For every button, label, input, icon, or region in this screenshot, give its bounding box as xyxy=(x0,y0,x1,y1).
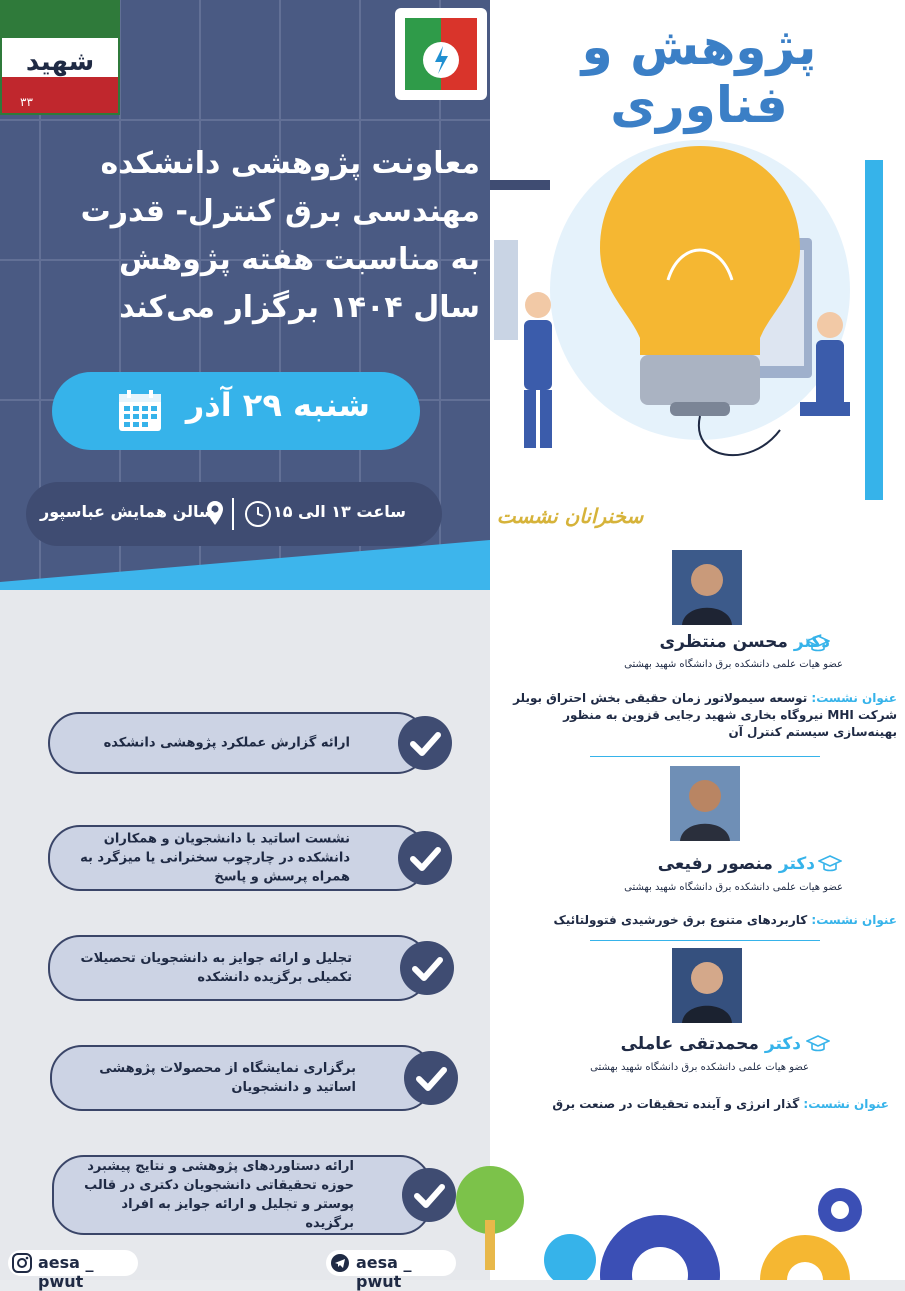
instagram-link[interactable] xyxy=(8,1250,138,1291)
speaker-title: دکتر xyxy=(764,1034,801,1054)
divider xyxy=(590,756,820,757)
separator xyxy=(232,498,234,530)
speaker-title: دکتر xyxy=(793,632,830,652)
speaker-affiliation: عضو هیات علمی دانشکده برق دانشگاه شهید بهشتی xyxy=(624,659,843,670)
tree-icon xyxy=(450,1160,530,1278)
graduation-cap-icon xyxy=(818,854,842,874)
instagram-icon xyxy=(12,1253,32,1273)
date-badge xyxy=(52,372,420,450)
agenda-item xyxy=(52,1155,432,1235)
agenda-item xyxy=(48,935,430,1001)
graduation-cap-icon xyxy=(806,1034,830,1054)
speaker-name-text: منصور رفیعی xyxy=(657,854,773,874)
telegram-icon xyxy=(330,1253,350,1273)
agenda-item-text: برگزاری نمایشگاه از محصولات پژوهشی اساتید و دانشجویان xyxy=(99,1061,356,1095)
agenda-item-text: ارائه دستاوردهای پژوهشی و نتایج پیشبرد حوزه تحقیقاتی دانشجویان دکتری در قالب پوستر و تجلیل و ارائه جوایز به افراد برگزیده xyxy=(84,1159,354,1231)
avatar xyxy=(672,948,742,1023)
lightbulb-illustration xyxy=(490,140,905,520)
event-time: ساعت ۱۳ الی ۱۵ xyxy=(272,502,406,521)
checkmark-icon xyxy=(402,1168,456,1222)
session-title-label: عنوان نشست: xyxy=(803,1097,889,1111)
speaker-name xyxy=(658,854,815,874)
speaker-photo xyxy=(670,548,744,627)
avatar xyxy=(672,550,742,625)
telegram-handle: aesa _ pwut xyxy=(356,1253,412,1291)
instagram-handle: aesa _ pwut xyxy=(38,1253,94,1291)
event-headline xyxy=(40,140,480,332)
time-location-bar xyxy=(26,482,442,546)
checkmark-icon xyxy=(400,941,454,995)
event-location: سالن همایش عباسپور xyxy=(40,502,215,521)
agenda-item-text: نشست اساتید با دانشجویان و همکاران دانشکده در چارچوب سخنرانی یا میزگرد به همراه پرسش و پاسخ xyxy=(80,831,350,885)
agenda-item xyxy=(48,712,428,774)
svg-text:۳۳: ۳۳ xyxy=(20,95,33,109)
speaker-title: دکتر xyxy=(778,854,815,874)
university-logo xyxy=(0,0,120,115)
department-logo xyxy=(395,8,487,100)
clock-icon xyxy=(244,500,272,528)
headline-line: مهندسی برق کنترل- قدرت xyxy=(80,194,480,229)
session-title xyxy=(517,912,897,929)
agenda-item-text: تجلیل و ارائه جوایز به دانشجویان تحصیلات تکمیلی برگزیده دانشکده xyxy=(80,951,352,985)
speaker-name-text: محمدتقی عاملی xyxy=(620,1034,759,1054)
session-title xyxy=(509,1096,889,1113)
headline-line: سال ۱۴۰۴ برگزار می‌کند xyxy=(119,290,480,325)
session-title-label: عنوان نشست: xyxy=(811,691,897,705)
speakers-heading: سخنرانان نشست xyxy=(496,504,644,528)
speaker-photo xyxy=(670,946,744,1025)
speaker-photo xyxy=(668,764,742,843)
headline-line: به مناسبت هفته پژوهش xyxy=(119,242,480,277)
checkmark-icon xyxy=(398,716,452,770)
speaker-name xyxy=(660,632,830,652)
event-date: شنبه ۲۹ آذر xyxy=(185,386,370,424)
session-title-text: توسعه سیمولاتور زمان حقیقی بخش احتراق بویلر شرکت MHI نیروگاه بخاری شهید رجایی قزوین به منظور بهینه‌سازی سیستم کنترل آن xyxy=(513,691,897,739)
checkmark-icon xyxy=(404,1051,458,1105)
session-title-text: کاربردهای متنوع برق خورشیدی فتوولتائیک xyxy=(553,913,808,927)
checkmark-icon xyxy=(398,831,452,885)
agenda-item xyxy=(48,825,428,891)
avatar xyxy=(670,766,740,841)
speaker-name-text: محسن منتظری xyxy=(659,632,788,652)
brand-title: پژوهش و فناوری xyxy=(581,18,817,134)
session-title xyxy=(502,690,897,741)
telegram-link[interactable] xyxy=(326,1250,456,1291)
session-title-text: گذار انرژی و آینده تحقیقات در صنعت برق xyxy=(552,1097,800,1111)
speaker-name xyxy=(621,1034,801,1054)
svg-text:شهید: شهید xyxy=(25,47,95,77)
speaker-affiliation: عضو هیات علمی دانشکده برق دانشگاه شهید بهشتی xyxy=(624,882,843,893)
agenda-item xyxy=(50,1045,434,1111)
calendar-icon xyxy=(118,390,162,432)
speaker-affiliation: عضو هیات علمی دانشکده برق دانشگاه شهید بهشتی xyxy=(590,1062,809,1073)
divider xyxy=(590,940,820,941)
headline-line: معاونت پژوهشی دانشکده xyxy=(100,146,480,181)
agenda-item-text: ارائه گزارش عملکرد پژوهشی دانشکده xyxy=(103,735,350,751)
session-title-label: عنوان نشست: xyxy=(811,913,897,927)
gears-decoration xyxy=(540,1180,905,1280)
